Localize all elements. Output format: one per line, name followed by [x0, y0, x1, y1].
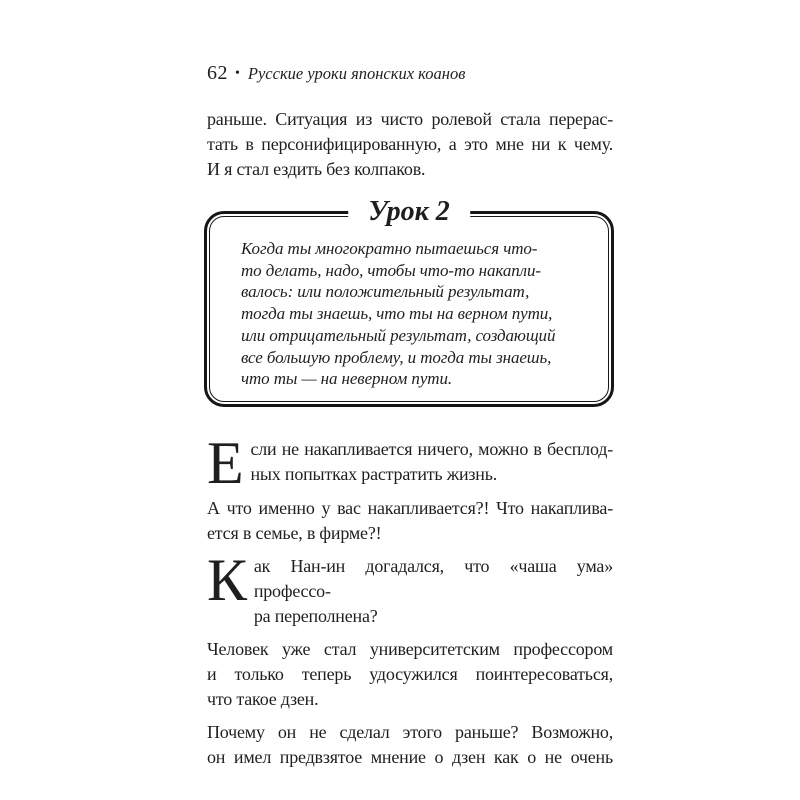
dropcap-letter: К	[207, 547, 247, 613]
paragraph-esli-text	[250, 437, 613, 487]
running-head	[207, 62, 613, 85]
text-line: тогда ты знаешь, что ты на верном пути,	[241, 304, 553, 324]
lesson-quote	[241, 238, 583, 390]
text-line: ак Нан-ин догадался, что «чаша ума» профессо-	[253, 556, 613, 601]
paragraph-kak-text	[254, 554, 613, 629]
paragraph-esli	[207, 430, 613, 496]
text-line: И я стал ездить без колпаков.	[207, 159, 426, 179]
text-column	[207, 62, 613, 778]
text-line: тать в персонифицированную, а это мне ни к чему.	[207, 134, 613, 154]
paragraph-chelovek	[207, 637, 613, 712]
paragraph-kak	[207, 547, 613, 629]
header-bullet-separator: •	[235, 66, 240, 81]
paragraph-pochemu	[207, 720, 613, 770]
text-line: или отрицательный результат, создающий	[241, 325, 556, 345]
intro-paragraph	[207, 107, 613, 182]
text-line: что ты — на неверном пути.	[241, 369, 452, 389]
text-line: раньше. Ситуация из чисто ролевой стала перерас-	[207, 109, 613, 129]
text-line: все большую проблему, и тогда ты знаешь,	[241, 347, 552, 367]
text-line: ется в семье, в фирме?!	[207, 523, 382, 543]
paragraph-a-chto	[207, 496, 613, 546]
lesson-box	[204, 196, 614, 407]
text-line: Когда ты многократно пытаешься что-	[241, 239, 538, 258]
text-line: ра переполнена?	[253, 606, 378, 626]
text-line: валось: или положительный результат,	[241, 282, 530, 302]
page-number: 62	[207, 62, 228, 84]
text-line: Человек уже стал университетским профессором	[207, 639, 613, 659]
text-line: то делать, надо, чтобы что-то накапли-	[241, 260, 541, 280]
text-line: он имел предвзятое мнение о дзен как о не очень	[207, 747, 613, 767]
text-line: Почему он не сделал этого раньше? Возможно,	[207, 722, 613, 742]
book-title: Русские уроки японских коанов	[247, 64, 466, 83]
text-line: А что именно у вас накапливается?! Что накаплива-	[207, 498, 613, 518]
lesson-title: Урок 2	[348, 195, 470, 229]
text-line: ных попытках растратить жизнь.	[250, 464, 498, 484]
text-line: что такое дзен.	[207, 689, 319, 709]
text-line: и только теперь удосужился поинтересоваться,	[207, 664, 613, 684]
text-line: сли не накапливается ничего, можно в бесплод-	[250, 439, 613, 459]
dropcap-letter: Е	[207, 430, 244, 496]
